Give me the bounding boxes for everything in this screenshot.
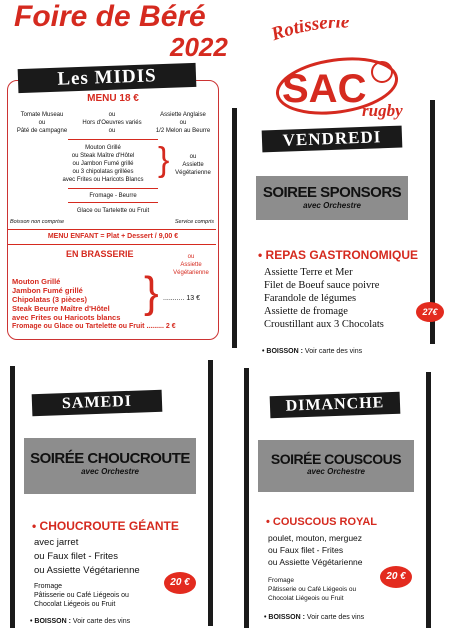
boisson-text: Voir carte des vins [304,348,363,355]
divider [68,202,158,203]
signpost-pole [208,360,213,626]
boisson-label: • BOISSON : [30,618,71,625]
vendredi-banner: VENDREDI [262,126,403,153]
veg-alternative [170,153,216,177]
dessert-line: Glace ou Tartelette ou Fruit [76,208,150,214]
menu-item: Filet de Boeuf sauce poivre [264,280,380,291]
veg-item: Assiette [182,162,204,168]
menu-item: ou Assiette Végétarienne [268,557,363,567]
starter-item: ou [108,128,116,134]
starter-item: ou [108,112,116,118]
menu-item: ou Faux filet - Frites [34,551,118,562]
menu-item: Chocolat Liégeois ou Fruit [34,601,116,608]
brasserie-item: Jambon Fumé grillé [12,286,83,295]
veg-item: Végétarienne [175,170,211,176]
brasserie-list [12,277,120,322]
brasserie-last: Fromage ou Glace ou Tartelette ou Fruit ......... 2 € [12,323,176,330]
rotisserie-logo [262,20,422,125]
dimanche-menu-title: • COUSCOUS ROYAL [266,516,378,528]
dimanche-price-badge: 20 € [380,566,412,588]
brasserie-item: Mouton Grillé [12,277,61,286]
logo-top-text: Rotisserie [268,20,350,46]
signpost-pole [10,366,15,628]
divider [68,188,158,189]
svg-text:Rotisserie [268,20,350,46]
soiree-subtitle: avec Orchestre [81,467,139,476]
soiree-title: SOIRÉE CHOUCROUTE [30,450,190,467]
menu-item: ou Faux filet - Frites [268,545,344,555]
starters-right [150,111,216,135]
main-item: avec Frites ou Haricots Blancs [62,177,144,183]
boisson-text: Voir carte des vins [306,614,365,621]
samedi-menu-title: • CHOUCROUTE GÉANTE [32,519,179,533]
menu-item: poulet, mouton, merguez [268,533,363,543]
brasserie-item: Steak Beurre Maître d'Hôtel [12,304,110,313]
soiree-title: SOIRÉE COUSCOUS [270,451,402,467]
brasserie-price: ........... 13 € [163,295,200,302]
samedi-price-badge: 20 € [164,572,196,594]
signpost-pole [232,108,237,348]
dimanche-small [268,576,356,603]
divider [8,229,216,230]
main-item: ou Steak Maître d'Hôtel [71,153,135,159]
starter-item: Hors d'Oeuvres variés [82,120,142,126]
logo-graphic [262,20,422,125]
midis-banner: Les MIDIS [18,63,197,93]
starter-item: Pâté de campagne [16,128,68,134]
starters-left [10,111,74,135]
menu-item: Pâtisserie ou Café Liégeois ou [34,592,129,599]
menu-item: Fromage [34,583,63,590]
soiree-subtitle: avec Orchestre [307,467,365,476]
menu-item: avec jarret [34,537,79,548]
menu-enfant: MENU ENFANT = Plat + Dessert / 9,00 € [47,233,179,240]
brasserie-title: EN BRASSERIE [66,249,134,259]
midis-menu-title: MENU 18 € [87,93,139,104]
veg-item: ou [189,154,197,160]
mains-list [38,141,170,184]
menu-item: Croustillant aux 3 Chocolats [264,319,384,330]
veg-item: Assiette [180,262,202,268]
starter-item: Assiette Anglaise [160,112,206,118]
starters-middle [76,111,148,135]
samedi-banner: SAMEDI [32,390,163,417]
vendredi-menu-title: • REPAS GASTRONOMIQUE [258,248,418,262]
soiree-subtitle: avec Orchestre [303,201,361,210]
brasserie-item: Chipolatas (3 pièces) [12,295,88,304]
menu-item: Assiette Terre et Mer [264,267,353,278]
main-item: ou Jambon Fumé grillé [72,161,134,167]
brasserie-alt [168,253,214,277]
boisson-note: Boisson non comprise [10,219,65,225]
starter-item: 1/2 Melon au Beurre [155,128,211,134]
menu-item: Farandole de légumes [264,293,357,304]
brace-icon: } [144,268,159,317]
vendredi-soiree-panel [256,176,408,220]
page-year: 2022 [170,32,228,62]
vendredi-price-badge: 27€ [416,302,444,322]
vendredi-items [264,266,384,331]
boisson-label: • BOISSON : [264,614,305,621]
menu-item: Fromage [268,577,295,584]
logo-bottom-text: rugby [362,101,403,120]
boisson-text: Voir carte des vins [72,618,131,625]
brasserie-item: avec Frites ou Haricots blancs [12,313,121,322]
boisson-label: • BOISSON : [262,348,303,355]
dimanche-soiree-panel [258,440,414,492]
veg-item: Végétarienne [173,270,209,276]
veg-item: ou [187,254,195,260]
samedi-soiree-panel [24,438,196,494]
signpost-pole [426,372,431,628]
menu-item: Pâtisserie ou Café Liégeois ou [268,586,357,593]
samedi-boisson [30,618,130,625]
main-item: Mouton Grillé [85,145,121,151]
starter-item: Tomate Museau [20,112,64,118]
logo-main-text: SAC [282,67,367,111]
samedi-small [34,582,129,609]
starter-item: ou [179,120,187,126]
dimanche-boisson [264,614,364,621]
signpost-pole [244,368,249,628]
page-title: Foire de Béré [14,0,206,33]
service-note: Service compris [174,219,214,225]
dimanche-items [268,532,363,568]
starter-item: ou [38,120,46,126]
menu-item: Chocolat Liégeois ou Fruit [268,595,344,602]
vendredi-boisson [262,348,362,355]
divider [8,244,216,245]
menu-item: Assiette de fromage [264,306,348,317]
soiree-title: SOIREE SPONSORS [262,184,402,201]
menu-item: ou Assiette Végétarienne [34,565,140,576]
main-item: ou 3 chipolatas grillées [72,169,134,175]
brace-icon: } [158,141,170,179]
midis-menu-card [7,80,219,340]
dimanche-banner: DIMANCHE [270,392,401,419]
cheese-line: Fromage - Beurre [89,193,137,199]
samedi-items [34,536,140,578]
divider [68,139,158,140]
